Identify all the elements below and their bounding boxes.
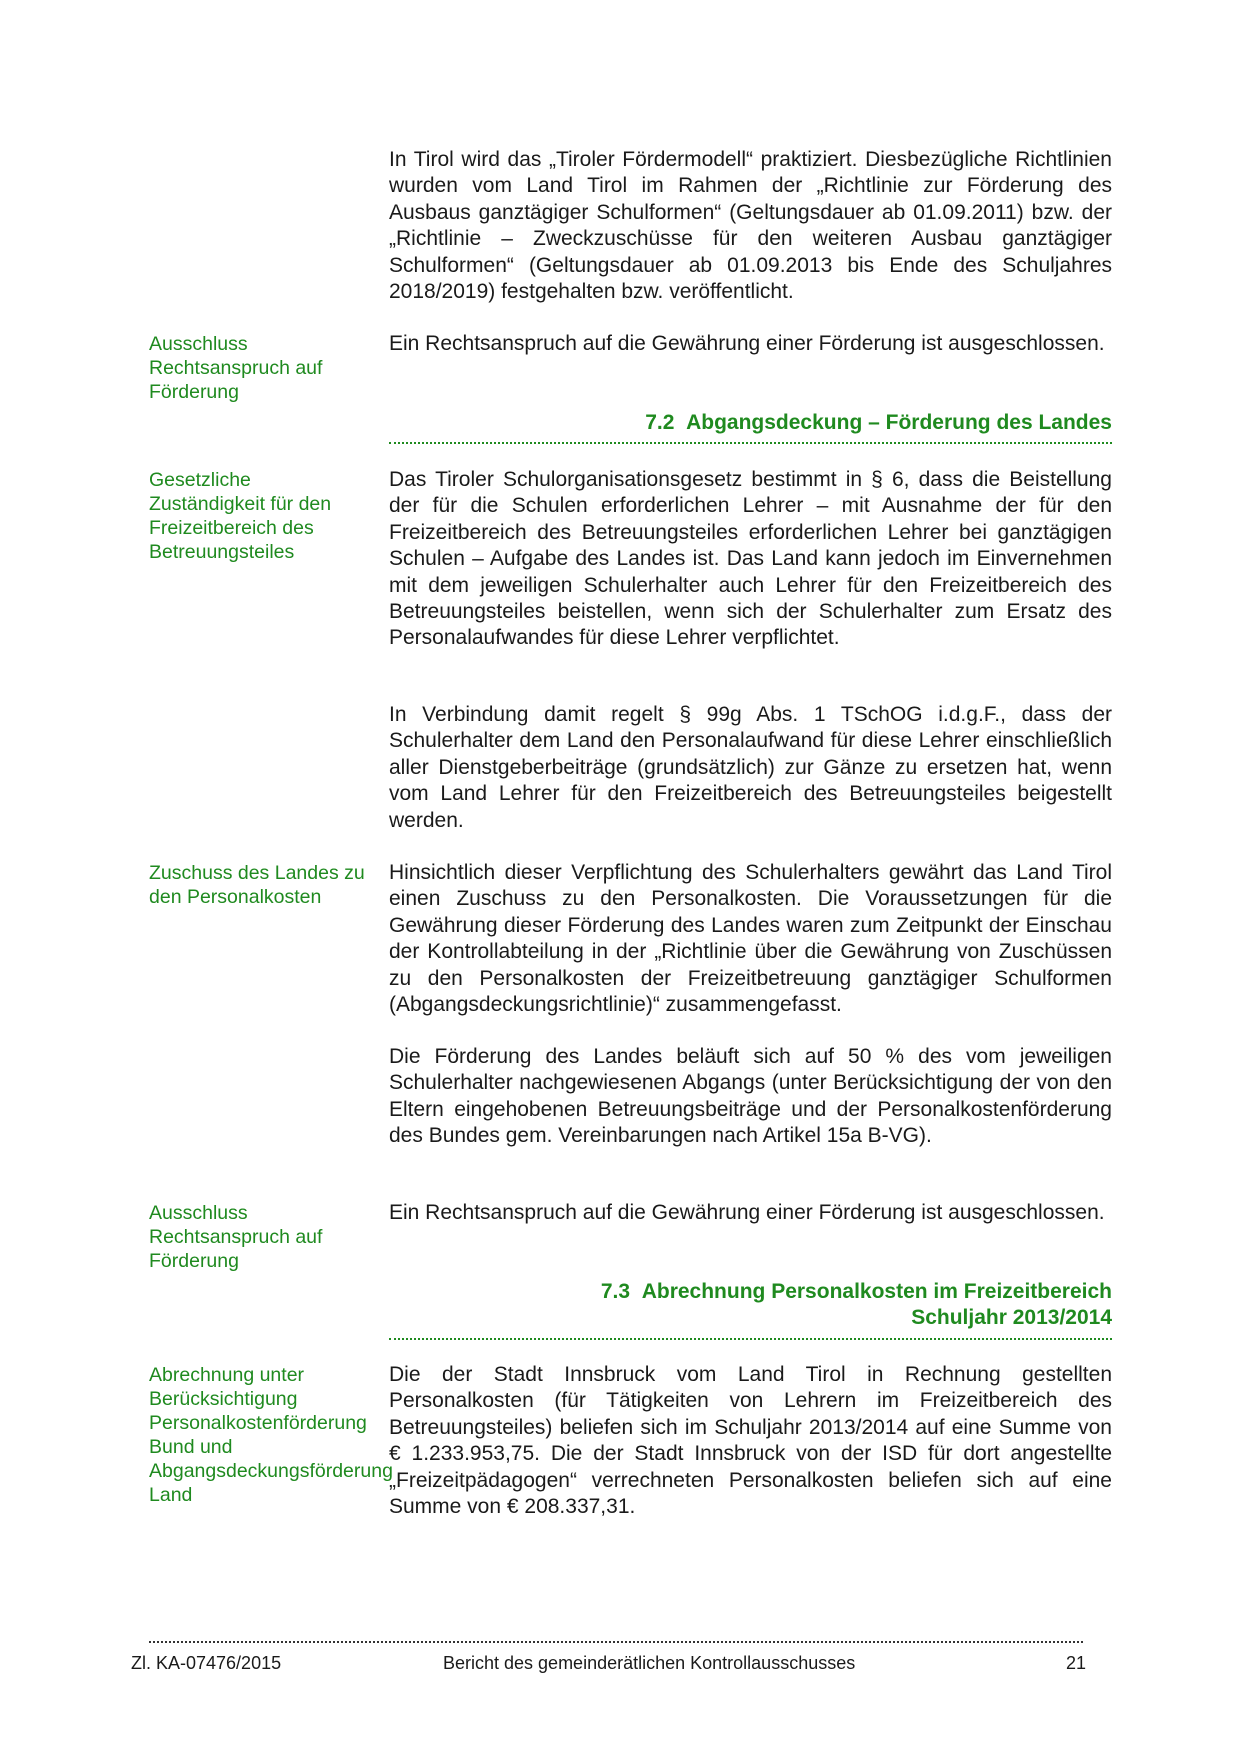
margin-note-billing: Abrechnung unter Berücksichtigung Personalkostenförderung Bund und Abgangsdeckungsförderung Land — [149, 1364, 393, 1506]
footer-reference: Zl. KA-07476/2015 — [131, 1653, 282, 1673]
paragraph-legal-claim-excluded-2: Ein Rechtsanspruch auf die Gewährung einer Förderung ist ausgeschlossen. — [389, 1201, 1105, 1224]
section-number: 7.2 — [645, 411, 675, 434]
section-number: 7.3 — [600, 1280, 631, 1303]
margin-note-subsidy-personnel-costs: Zuschuss des Landes zu den Personalkosten — [149, 862, 365, 908]
margin-note-legal-claim-excluded-2: Ausschluss Rechtsanspruch auf Förderung — [149, 1202, 323, 1272]
section-heading-7-3 — [389, 1279, 1112, 1340]
paragraph-subsidy-personnel-costs: Hinsichtlich dieser Verpflichtung des Schulerhalters gewährt das Land Tirol einen Zuschuss zu den Personalkosten. Die Voraussetzungen für die Gewährung dieser Förderung des Landes waren zum Zeitpunkt der Einschau der Kontrollabteilung in der „Richtlinie über die Gewährung von Zuschüssen zu den Personalkosten der Freizeitbetreuung ganztägiger Schulformen (Abgangsdeckungsrichtlinie)“ zusammengefasst. — [389, 861, 1112, 1017]
paragraph-legal-claim-excluded: Ein Rechtsanspruch auf die Gewährung einer Förderung ist ausgeschlossen. — [389, 332, 1105, 355]
paragraph-school-organisation-law: Das Tiroler Schulorganisationsgesetz bestimmt in § 6, dass die Beistellung der für die Schulen erforderlichen Lehrer – mit Ausnahme der für den Freizeitbereich des Betreuungsteiles erforderlichen Lehrer bei ganztägigen Schulen – Aufgabe des Landes ist. Das Land kann jedoch im Einvernehmen mit dem jeweiligen Schulerhalter auch Lehrer für den Freizeitbereich des Betreuungsteiles beistellen, wenn sich der Schulerhalter zum Ersatz des Personalaufwandes für diese Lehrer verpflichtet. — [389, 468, 1112, 650]
page-number: 21 — [1066, 1653, 1087, 1673]
paragraph-funding-share: Die Förderung des Landes beläuft sich auf 50 % des vom jeweiligen Schulerhalter nachgewiesenen Abgangs (unter Berücksichtigung der von den Eltern eingehobenen Betreuungsbeiträge und der Personalkostenförderung des Bundes gem. Vereinbarungen nach Artikel 15a B-VG). — [389, 1045, 1112, 1148]
section-title-line-2: Schuljahr 2013/2014 — [911, 1306, 1112, 1330]
paragraph-tschog-regulation: In Verbindung damit regelt § 99g Abs. 1 TSchOG i.d.g.F., dass der Schulerhalter dem Land den Personalaufwand für diese Lehrer einschließlich aller Dienstgeberbeiträge (grundsätzlich) zur Gänze zu ersetzen hat, wenn vom Land Lehrer für den Freizeitbereich des Betreuungsteiles beigestellt werden. — [389, 703, 1112, 832]
margin-note-legal-claim-excluded: Ausschluss Rechtsanspruch auf Förderung — [149, 333, 323, 403]
paragraph-personnel-cost-billing: Die der Stadt Innsbruck vom Land Tirol in Rechnung gestellten Personalkosten (für Tätigkeiten von Lehrern im Freizeitbereich des Betreuungsteiles) beliefen sich im Schuljahr 2013/2014 auf eine Summe von € 1.233.953,75. Die der Stadt Innsbruck von der ISD für dort angestellte „Freizeitpädagogen“ verrechneten Personalkosten beliefen sich auf eine Summe von € 208.337,31. — [389, 1363, 1112, 1519]
margin-note-legal-responsibility: Gesetzliche Zuständigkeit für den Freizeitbereich des Betreuungsteiles — [149, 469, 332, 563]
footer-divider — [149, 1641, 1083, 1643]
section-title: Abgangsdeckung – Förderung des Landes — [686, 411, 1112, 434]
footer-report-title: Bericht des gemeinderätlichen Kontrollausschusses — [443, 1653, 856, 1673]
section-heading-7-2 — [389, 410, 1112, 444]
intro-paragraph: In Tirol wird das „Tiroler Fördermodell“ praktiziert. Diesbezügliche Richtlinien wurden vom Land Tirol im Rahmen der „Richtlinie zur Förderung des Ausbaus ganztägiger Schulformen“ (Geltungsdauer ab 01.09.2011) bzw. der „Richtlinie – Zweckzuschüsse für den weiteren Ausbau ganztägiger Schulformen“ (Geltungsdauer ab 01.09.2013 bis Ende des Schuljahres 2018/2019) festgehalten bzw. veröffentlicht. — [389, 148, 1112, 304]
section-title-line-1: Abrechnung Personalkosten im Freizeitbereich — [641, 1280, 1112, 1303]
